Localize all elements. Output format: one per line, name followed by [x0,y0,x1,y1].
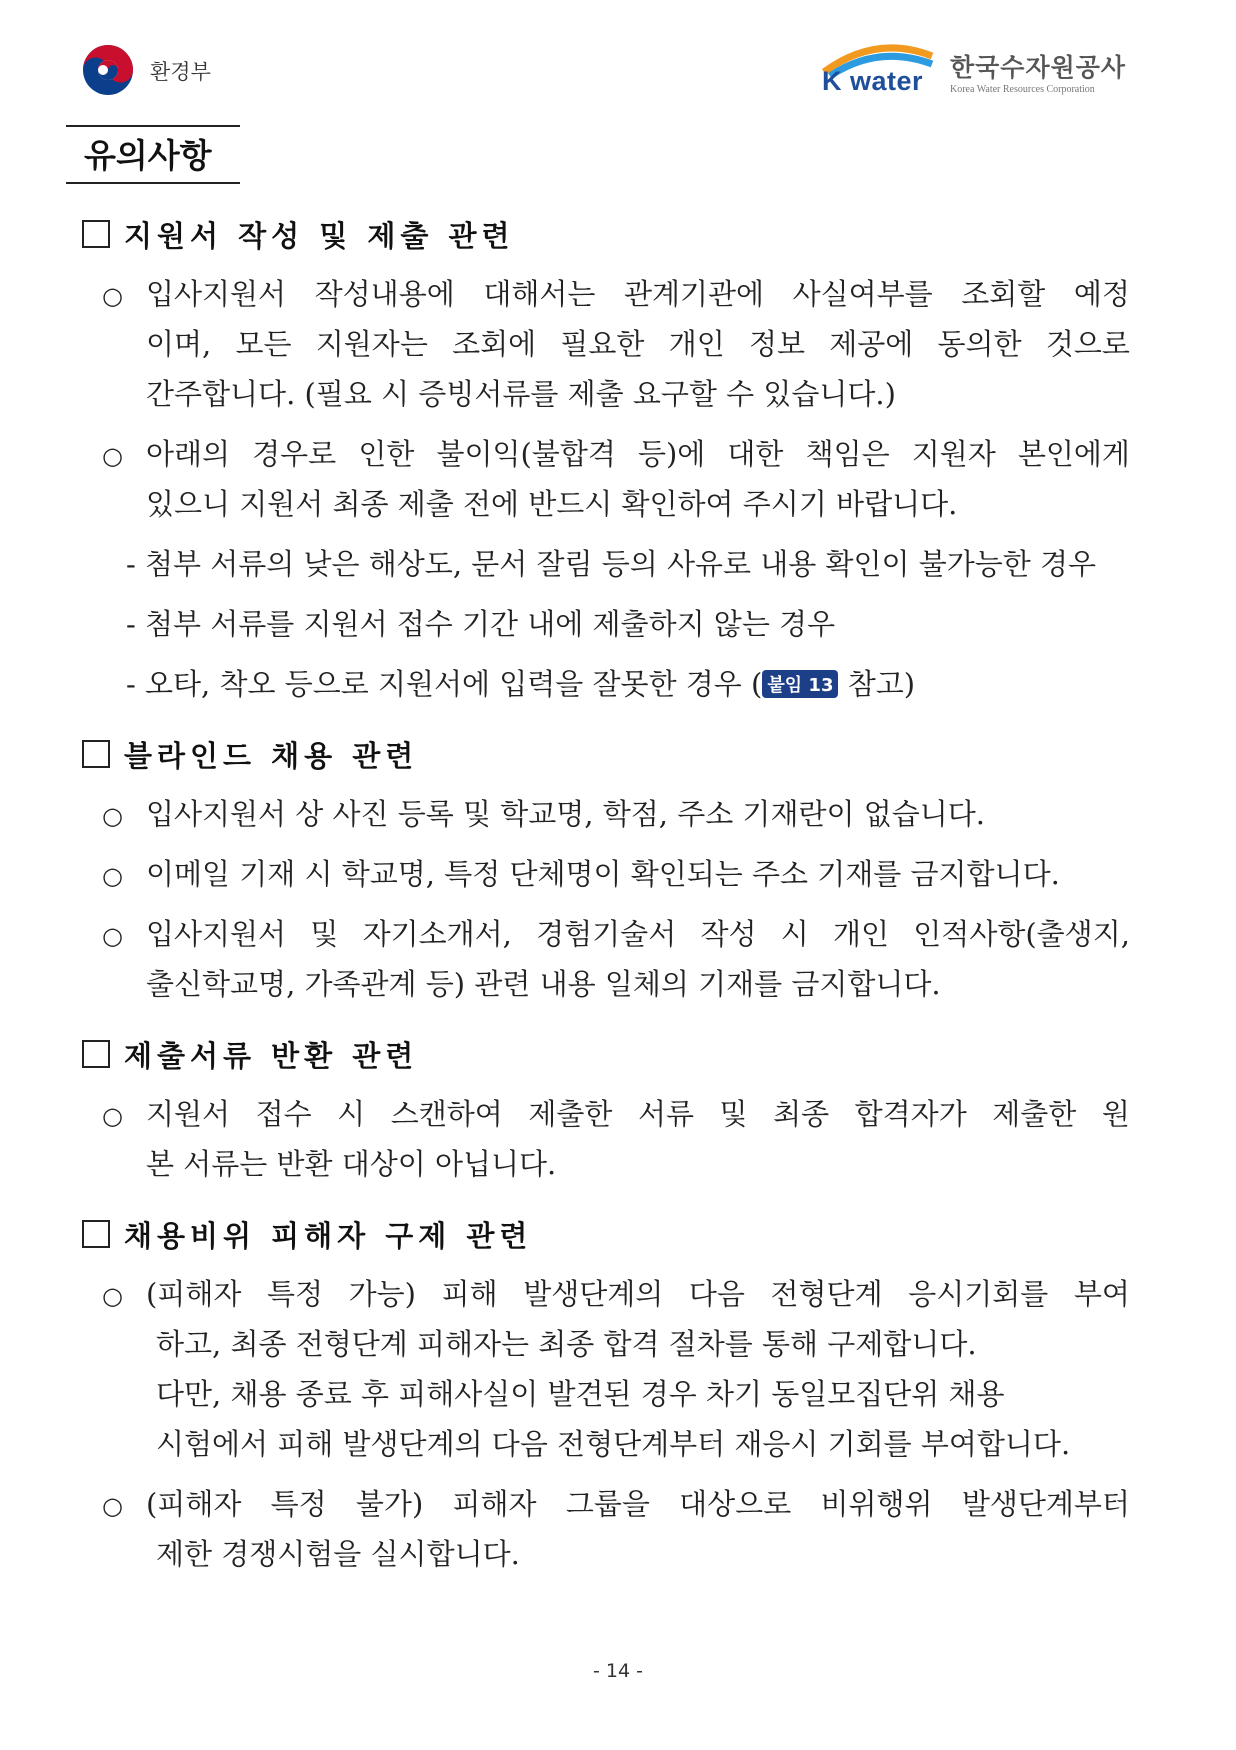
paragraph-line [146,1272,1130,1313]
paragraph-line [146,1482,1130,1523]
word: 본인에게 [1017,437,1130,471]
word: 특정 [270,1487,327,1521]
checkbox-square-icon [82,1220,110,1248]
paragraph-line: 출신학교명, 가족관계 등) 관련 내용 일체의 기재를 금지합니다. [146,967,941,1001]
word: 원 [1101,1097,1130,1131]
paragraph-line [146,1092,1130,1133]
word: 이며, [146,327,212,361]
section-heading-victim-relief [82,1214,532,1255]
section-heading-return [82,1034,418,1075]
word: 응시기회를 [908,1277,1049,1311]
dash-item-text: 첨부 서류의 낮은 해상도, 문서 잘림 등의 사유로 내용 확인이 불가능한 경우 [145,547,1097,581]
word: 피해 [441,1277,498,1311]
word: 발생단계의 [523,1277,664,1311]
word: 시 [780,917,809,951]
word: 전형단계 [770,1277,883,1311]
paragraph-line: 제한 경쟁시험을 실시합니다. [156,1537,520,1571]
word: 부여 [1073,1277,1130,1311]
circle-bullet-icon: ○ [102,1492,123,1520]
paragraph-line [146,322,1130,363]
section-heading-text: 블라인드 채용 관련 [124,739,419,773]
word: 책임은 [805,437,890,471]
circle-bullet-icon: ○ [102,1102,123,1130]
paragraph-line: 다만, 채용 종료 후 피해사실이 발견된 경우 차기 동일모집단위 채용 [156,1377,1005,1411]
kwater-english-name: Korea Water Resources Corporation [950,84,1095,95]
checkbox-square-icon [82,740,110,768]
dash-item-text: 참고) [847,667,916,701]
word: 지원자 [911,437,996,471]
word: 아래의 [146,437,231,471]
word: 피해자 [452,1487,537,1521]
page-title: 유의사항 [84,136,212,175]
word: 인한 [358,437,415,471]
word: 개인 [833,917,890,951]
word: 작성내용에 [314,277,455,311]
word: 불가) [355,1487,424,1521]
ministry-name: 환경부 [150,60,211,84]
dash-item-text: 첨부 서류를 지원서 접수 기간 내에 제출하지 않는 경우 [145,607,836,641]
circle-bullet-icon: ○ [102,442,123,470]
word: 스캔하여 [390,1097,503,1131]
section-heading-application [82,214,515,255]
paragraph-line [146,272,1130,313]
word: 불이익(불합격 [436,437,616,471]
circle-bullet-icon: ○ [102,282,123,310]
word: 예정 [1073,277,1130,311]
circle-bullet-icon: ○ [102,802,123,830]
kwater-wordmark: K water [822,66,924,96]
word: 다음 [688,1277,745,1311]
circle-bullet-icon: ○ [102,862,123,890]
word: 개인 [668,327,725,361]
word: 대상으로 [679,1487,792,1521]
word: 동의한 [937,327,1022,361]
page-number: - 14 - [593,1660,643,1682]
word: (피해자 [146,1277,242,1311]
word: 시 [337,1097,366,1131]
attachment-badge: 붙임 13 [762,670,838,698]
government-emblem-icon [82,44,134,96]
word: 조회에 [452,327,537,361]
dash-item-text: 오타, 착오 등으로 지원서에 입력을 잘못한 경우 [145,667,742,701]
section-heading-text: 지원서 작성 및 제출 관련 [124,219,515,253]
word: 사실여부를 [792,277,933,311]
word: 지원자는 [315,327,428,361]
word: 제출한 [528,1097,613,1131]
word: 접수 [255,1097,312,1131]
paragraph-line: 하고, 최종 전형단계 피해자는 최종 합격 절차를 통해 구제합니다. [156,1327,977,1361]
dash-item: - 오타, 착오 등으로 지원서에 입력을 잘못한 경우 ( 붙임 13 참고) [126,667,916,701]
word: 제출한 [992,1097,1077,1131]
section-heading-text: 제출서류 반환 관련 [124,1039,419,1073]
word: 인적사항(출생지, [913,917,1130,951]
word: 작성 [700,917,757,951]
word: 자기소개서, [362,917,512,951]
word: 가능) [348,1277,416,1311]
word: 조회할 [961,277,1046,311]
checkbox-square-icon [82,1040,110,1068]
word: 비위행위 [820,1487,933,1521]
paragraph-line: 있으니 지원서 최종 제출 전에 반드시 확인하여 주시기 바랍니다. [146,487,958,521]
section-heading-blind [82,734,418,775]
word: 대해서는 [483,277,596,311]
word: 지원서 [146,1097,231,1131]
circle-bullet-icon: ○ [102,1282,123,1310]
word: 및 [719,1097,748,1131]
section-heading-text: 채용비위 피해자 구제 관련 [124,1219,533,1253]
paragraph-line: 이메일 기재 시 학교명, 특정 단체명이 확인되는 주소 기재를 금지합니다. [146,857,1060,891]
paragraph-line: 간주합니다. (필요 시 증빙서류를 제출 요구할 수 있습니다.) [146,377,896,411]
word: (피해자 [146,1487,242,1521]
word: 것으로 [1045,327,1130,361]
paragraph-line: 입사지원서 상 사진 등록 및 학교명, 학점, 주소 기재란이 없습니다. [146,797,985,831]
word: 그룹을 [565,1487,650,1521]
kwater-korean-name: 한국수자원공사 [950,53,1127,82]
word: 관계기관에 [623,277,765,311]
checkbox-square-icon [82,220,110,248]
word: 발생단계부터 [961,1487,1130,1521]
word: 입사지원서 [146,277,287,311]
word: 대한 [727,437,784,471]
word: 및 [310,917,339,951]
paragraph-line [146,432,1130,473]
word: 최종 [773,1097,830,1131]
word: 경험기술서 [536,917,677,951]
circle-bullet-icon: ○ [102,922,123,950]
dash-item: - 첨부 서류를 지원서 접수 기간 내에 제출하지 않는 경우 [126,607,836,641]
word: 등)에 [637,437,706,471]
word: 정보 [748,327,805,361]
word: 입사지원서 [146,917,287,951]
word: 특정 [266,1277,323,1311]
paragraph-line: 시험에서 피해 발생단계의 다음 전형단계부터 재응시 기회를 부여합니다. [156,1427,1071,1461]
word: 모든 [235,327,292,361]
word: 서류 [637,1097,694,1131]
word: 필요한 [560,327,645,361]
word: 합격자가 [854,1097,967,1131]
dash-item: - 첨부 서류의 낮은 해상도, 문서 잘림 등의 사유로 내용 확인이 불가능한 경우 [126,547,1097,581]
word: 경우로 [252,437,337,471]
paragraph-line: 본 서류는 반환 대상이 아닙니다. [146,1147,557,1181]
word: 제공에 [829,327,914,361]
paragraph-line [146,912,1130,953]
